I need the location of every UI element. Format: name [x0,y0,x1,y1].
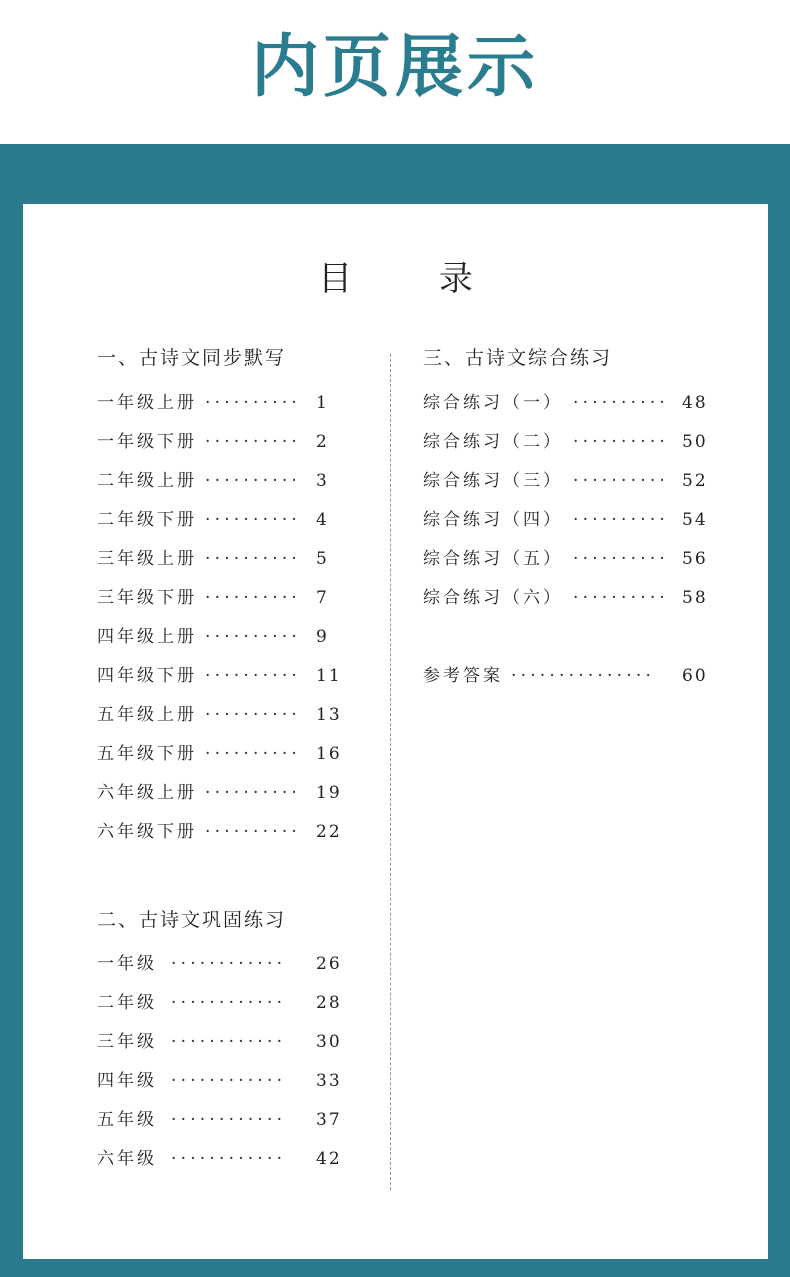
entry-leader: ·········· [205,783,302,803]
entry-leader: ·········· [573,393,670,413]
entry-page: 2 [316,432,329,452]
entry-page: 52 [682,471,708,491]
toc-entry[interactable] [97,742,347,766]
entry-leader: ·········· [573,471,670,491]
entry-page: 50 [682,432,708,452]
toc-entry[interactable] [97,1108,347,1132]
entry-page: 11 [316,666,342,686]
toc-entry[interactable] [97,469,347,493]
entry-page: 4 [316,510,329,530]
entry-label: 二年级 [97,993,157,1013]
entry-page: 58 [682,588,708,608]
toc-entry[interactable] [97,781,347,805]
toc-entry[interactable] [97,1030,347,1054]
entry-label: 综合练习（一） [423,393,563,413]
toc-entry[interactable] [97,664,347,688]
entry-label: 三年级下册 [97,588,197,608]
toc-entry[interactable] [97,1069,347,1093]
entry-label: 一年级下册 [97,432,197,452]
toc-entry[interactable] [97,508,347,532]
entry-page: 54 [682,510,708,530]
entry-label: 综合练习（六） [423,588,563,608]
entry-page: 28 [316,993,342,1013]
entry-page: 16 [316,744,342,764]
header-title: 内页展示 [250,27,539,107]
entry-label: 六年级上册 [97,783,197,803]
entry-leader: ·········· [205,432,302,452]
entry-label: 综合练习（三） [423,471,563,491]
entry-leader: ·········· [205,588,302,608]
entry-page: 13 [316,705,342,725]
entry-label: 一年级 [97,954,157,974]
entry-label: 六年级下册 [97,822,197,842]
entry-leader: ·········· [205,393,302,413]
entry-page: 9 [316,627,329,647]
toc-entry-answers[interactable] [423,664,713,688]
entry-leader: ············ [171,1032,287,1052]
entry-leader: ·········· [205,744,302,764]
toc-entry[interactable] [423,586,713,610]
toc-entry[interactable] [423,430,713,454]
toc-entry[interactable] [97,703,347,727]
entry-page: 33 [316,1071,342,1091]
entry-page: 22 [316,822,342,842]
entry-label: 五年级上册 [97,705,197,725]
entry-page: 1 [316,393,329,413]
entry-label: 四年级 [97,1071,157,1091]
entry-label: 综合练习（二） [423,432,563,452]
entry-label: 六年级 [97,1149,157,1169]
entry-leader: ·········· [573,510,670,530]
toc-title: 目 录 [318,259,511,299]
entry-page: 48 [682,393,708,413]
toc-entry[interactable] [97,625,347,649]
entry-label: 三年级 [97,1032,157,1052]
section-2-heading: 二、古诗文巩固练习 [97,909,287,931]
entry-leader: ············ [171,954,287,974]
toc-page [23,204,768,1259]
toc-entry[interactable] [97,586,347,610]
entry-page: 19 [316,783,342,803]
entry-leader: ·········· [205,705,302,725]
entry-label: 四年级下册 [97,666,197,686]
entry-leader: ·········· [205,822,302,842]
entry-label: 二年级下册 [97,510,197,530]
entry-page: 60 [682,666,708,686]
toc-entry[interactable] [423,391,713,415]
entry-leader: ·········· [205,549,302,569]
entry-leader: ·········· [573,588,670,608]
entry-leader: ·········· [573,549,670,569]
toc-entry[interactable] [423,469,713,493]
entry-page: 7 [316,588,329,608]
entry-leader: ··············· [511,666,656,686]
entry-page: 26 [316,954,342,974]
toc-entry[interactable] [97,430,347,454]
toc-entry[interactable] [97,391,347,415]
toc-entry[interactable] [97,991,347,1015]
entry-leader: ·········· [205,666,302,686]
entry-page: 37 [316,1110,342,1130]
entry-label: 三年级上册 [97,549,197,569]
entry-leader: ············ [171,993,287,1013]
toc-entry[interactable] [423,547,713,571]
entry-label: 综合练习（五） [423,549,563,569]
entry-label: 一年级上册 [97,393,197,413]
entry-page: 3 [316,471,329,491]
entry-page: 30 [316,1032,342,1052]
entry-page: 5 [316,549,329,569]
entry-leader: ············ [171,1149,287,1169]
header [0,0,790,144]
entry-page: 56 [682,549,708,569]
entry-label: 四年级上册 [97,627,197,647]
entry-label: 二年级上册 [97,471,197,491]
entry-label: 综合练习（四） [423,510,563,530]
entry-leader: ·········· [573,432,670,452]
toc-entry[interactable] [97,1147,347,1171]
entry-leader: ·········· [205,510,302,530]
column-divider [390,354,391,1190]
entry-leader: ············ [171,1071,287,1091]
entry-label: 参考答案 [423,666,503,686]
entry-leader: ············ [171,1110,287,1130]
toc-entry[interactable] [97,820,347,844]
entry-leader: ·········· [205,627,302,647]
entry-leader: ·········· [205,471,302,491]
section-1-heading: 一、古诗文同步默写 [97,347,287,369]
toc-entry[interactable] [97,547,347,571]
section-3-heading: 三、古诗文综合练习 [423,347,613,369]
entry-label: 五年级 [97,1110,157,1130]
toc-entry[interactable] [97,952,347,976]
toc-entry[interactable] [423,508,713,532]
entry-page: 42 [316,1149,342,1169]
entry-label: 五年级下册 [97,744,197,764]
